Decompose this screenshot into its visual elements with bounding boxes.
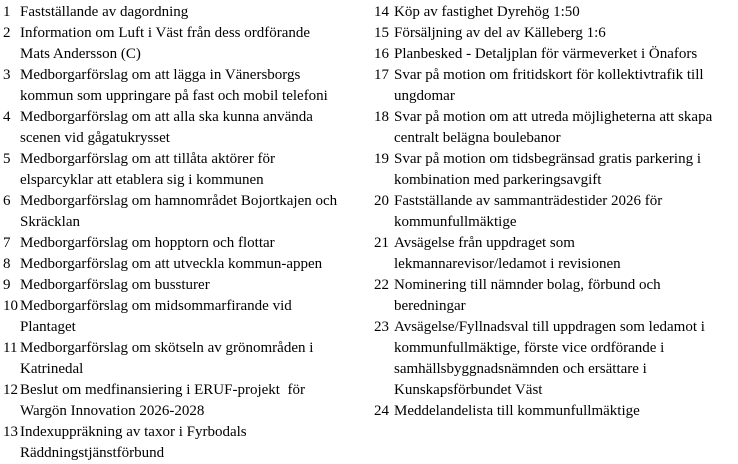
item-text	[20, 65, 328, 107]
agenda-item	[3, 65, 371, 107]
agenda-item	[374, 107, 738, 149]
item-text	[394, 65, 704, 107]
agenda-item	[374, 23, 738, 44]
agenda-item	[3, 107, 371, 149]
item-text-line: Medborgarförslag om att lägga in Vänersborgs	[20, 67, 301, 83]
item-number: 20	[374, 193, 389, 209]
item-text	[20, 275, 210, 296]
item-text-line: Avsägelse/Fyllnadsval till uppdragen som ledamot i	[394, 319, 705, 335]
item-text	[20, 191, 337, 233]
agenda-item	[3, 23, 371, 65]
item-number: 11	[3, 340, 18, 356]
item-text-line: centralt belägna boulebanor	[394, 130, 561, 146]
item-number: 13	[3, 424, 18, 440]
item-text	[394, 317, 705, 401]
item-text-line: Svar på motion om att utreda möjligheterna att skapa	[394, 109, 713, 125]
agenda-item	[374, 317, 738, 401]
item-text-line: kommun som uppringare på fast och mobil telefoni	[20, 88, 328, 104]
item-number: 14	[374, 4, 389, 20]
agenda-item	[374, 2, 738, 23]
item-text	[394, 23, 606, 44]
item-text-line: Information om Luft i Väst från dess ordförande	[20, 25, 311, 41]
item-text-line: Medborgarförslag om hopptorn och flottar	[20, 235, 275, 251]
agenda-item	[374, 191, 738, 233]
item-text-line: Medborgarförslag om bussturer	[20, 277, 210, 293]
item-text-line: kombination med parkeringsavgift	[394, 172, 602, 188]
item-number: 23	[374, 319, 389, 335]
item-text	[20, 254, 322, 275]
agenda-item	[3, 2, 371, 23]
item-text	[20, 338, 313, 380]
item-number: 8	[3, 256, 11, 272]
item-text	[20, 2, 188, 23]
item-text	[394, 2, 580, 23]
agenda-item	[3, 275, 371, 296]
item-number: 16	[374, 46, 389, 62]
item-text-line: Kunskapsförbundet Väst	[394, 382, 543, 398]
item-text-line: Svar på motion om tidsbegränsad gratis parkering i	[394, 151, 702, 167]
item-text-line: Köp av fastighet Dyrehög 1:50	[394, 4, 580, 20]
item-text-line: scenen vid gågatukrysset	[20, 130, 170, 146]
item-text-line: elsparcyklar att etablera sig i kommunen	[20, 172, 264, 188]
item-text	[394, 401, 640, 422]
agenda-item	[374, 65, 738, 107]
item-number: 22	[374, 277, 389, 293]
item-text-line: Indexuppräkning av taxor i Fyrbodals	[20, 424, 247, 440]
item-number: 4	[3, 109, 11, 125]
item-text-line: Medborgarförslag om att alla ska kunna använda	[20, 109, 313, 125]
item-text-line: Skräcklan	[20, 214, 80, 230]
agenda-item	[374, 233, 738, 275]
item-text-line: Försäljning av del av Källeberg 1:6	[394, 25, 606, 41]
item-text-line: Wargön Innovation 2026-2028	[20, 403, 205, 419]
item-number: 12	[3, 382, 18, 398]
item-text-line: kommunfullmäktige	[394, 214, 517, 230]
item-text-line: kommunfullmäktige, förste vice ordförande i	[394, 340, 665, 356]
agenda-column-left	[3, 2, 371, 464]
item-text-line: lekmannarevisor/ledamot i revisionen	[394, 256, 621, 272]
agenda-item	[3, 233, 371, 254]
item-text	[20, 296, 292, 338]
item-number: 15	[374, 25, 389, 41]
item-text	[20, 233, 275, 254]
item-text-line: ungdomar	[394, 88, 455, 104]
agenda-item	[374, 149, 738, 191]
item-text	[20, 23, 310, 65]
item-text-line: samhällsbyggnadsnämnden och ersättare i	[394, 361, 647, 377]
item-text	[394, 191, 662, 233]
agenda-item	[3, 296, 371, 338]
item-text-line: Medborgarförslag om att utveckla kommun-appen	[20, 256, 323, 272]
item-number: 10	[3, 298, 18, 314]
item-number: 1	[3, 4, 11, 20]
agenda-item	[3, 338, 371, 380]
agenda-item	[3, 254, 371, 275]
item-number: 6	[3, 193, 11, 209]
agenda-item	[374, 401, 738, 422]
item-text	[20, 149, 275, 191]
item-number: 21	[374, 235, 389, 251]
item-text-line: Katrinedal	[20, 361, 84, 377]
item-text-line: Meddelandelista till kommunfullmäktige	[394, 403, 640, 419]
item-text-line: Nominering till nämnder bolag, förbund och	[394, 277, 661, 293]
item-text-line: Medborgarförslag om midsommarfirande vid	[20, 298, 292, 314]
agenda-item	[3, 422, 371, 464]
item-text	[394, 233, 621, 275]
item-text-line: Mats Andersson (C)	[20, 46, 141, 62]
agenda-item	[3, 149, 371, 191]
item-text	[394, 149, 701, 191]
item-number: 9	[3, 277, 11, 293]
item-text	[394, 44, 697, 65]
agenda-item	[374, 275, 738, 317]
item-number: 5	[3, 151, 11, 167]
agenda-item	[3, 191, 371, 233]
item-text	[20, 422, 247, 464]
item-text-line: Medborgarförslag om att tillåta aktörer för	[20, 151, 276, 167]
item-number: 3	[3, 67, 11, 83]
item-number: 18	[374, 109, 389, 125]
item-text-line: Avsägelse från uppdraget som	[394, 235, 575, 251]
item-number: 7	[3, 235, 11, 251]
item-number: 19	[374, 151, 389, 167]
item-text	[20, 107, 313, 149]
item-text-line: Svar på motion om fritidskort för kollektivtrafik till	[394, 67, 704, 83]
agenda-item	[3, 380, 371, 422]
item-number: 17	[374, 67, 389, 83]
item-number: 24	[374, 403, 389, 419]
item-text-line: Planbesked - Detaljplan för värmeverket i Önafors	[394, 46, 698, 62]
item-text	[394, 107, 712, 149]
item-text-line: Fastställande av dagordning	[20, 4, 189, 20]
agenda-item	[374, 44, 738, 65]
item-number: 2	[3, 25, 11, 41]
agenda-column-right	[374, 2, 738, 422]
item-text-line: Plantaget	[20, 319, 76, 335]
item-text	[394, 275, 661, 317]
item-text	[20, 380, 305, 422]
item-text-line: Fastställande av sammanträdestider 2026 för	[394, 193, 663, 209]
item-text-line: Beslut om medfinansiering i ERUF-projekt för	[20, 382, 305, 398]
item-text-line: Räddningstjänstförbund	[20, 445, 165, 461]
item-text-line: beredningar	[394, 298, 466, 314]
item-text-line: Medborgarförslag om skötseln av grönområden i	[20, 340, 314, 356]
item-text-line: Medborgarförslag om hamnområdet Bojortkajen och	[20, 193, 338, 209]
